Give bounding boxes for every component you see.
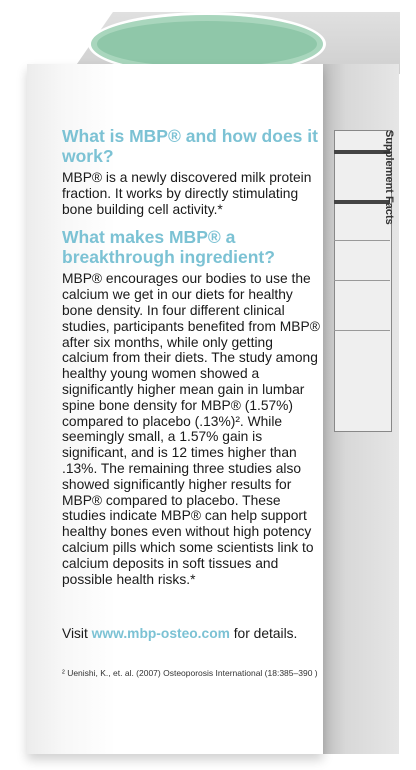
website-url: www.mbp-osteo.com	[91, 626, 230, 641]
facts-divider	[334, 150, 390, 154]
footnote: ² Uenishi, K., et. al. (2007) Osteoporosis International (18:385–390 )	[62, 668, 318, 678]
facts-rule	[334, 280, 390, 281]
visit-prefix: Visit	[62, 626, 92, 641]
visit-line	[62, 626, 297, 641]
supplement-facts-title: Supplement Facts	[383, 130, 395, 225]
visit-suffix: for details.	[229, 626, 298, 641]
facts-divider	[334, 200, 390, 204]
box-copy	[62, 126, 322, 587]
section1-heading: What is MBP® and how does it work?	[62, 126, 318, 166]
facts-rule	[334, 330, 390, 331]
section2-heading: What makes MBP® a breakthrough ingredient?	[62, 227, 275, 268]
section2-body: MBP® encourages our bodies to use the calcium we get in our diets for healthy bone density. In four different clinical studies, participants benefited from MBP® after six months, while only getting calcium from their diets. The study among healthy young women showed a significantly higher mean gain in lumbar spine bone density for MBP® (1.57%) compared to placebo (.13%)². While seemingly small, a 1.57% gain is significant, and is 12 times higher than .13%. The remaining three studies also showed significantly higher results for MBP® compared to placebo. These studies indicate MBP® can help support healthy bones even without high potency calcium pills which some scientists link to calcium deposits in soft tissues and possible health risks.*	[62, 271, 320, 587]
section1-body: MBP® is a newly discovered milk protein fraction. It works by directly stimulating bone building cell activity.*	[62, 170, 312, 217]
facts-rule	[334, 240, 390, 241]
